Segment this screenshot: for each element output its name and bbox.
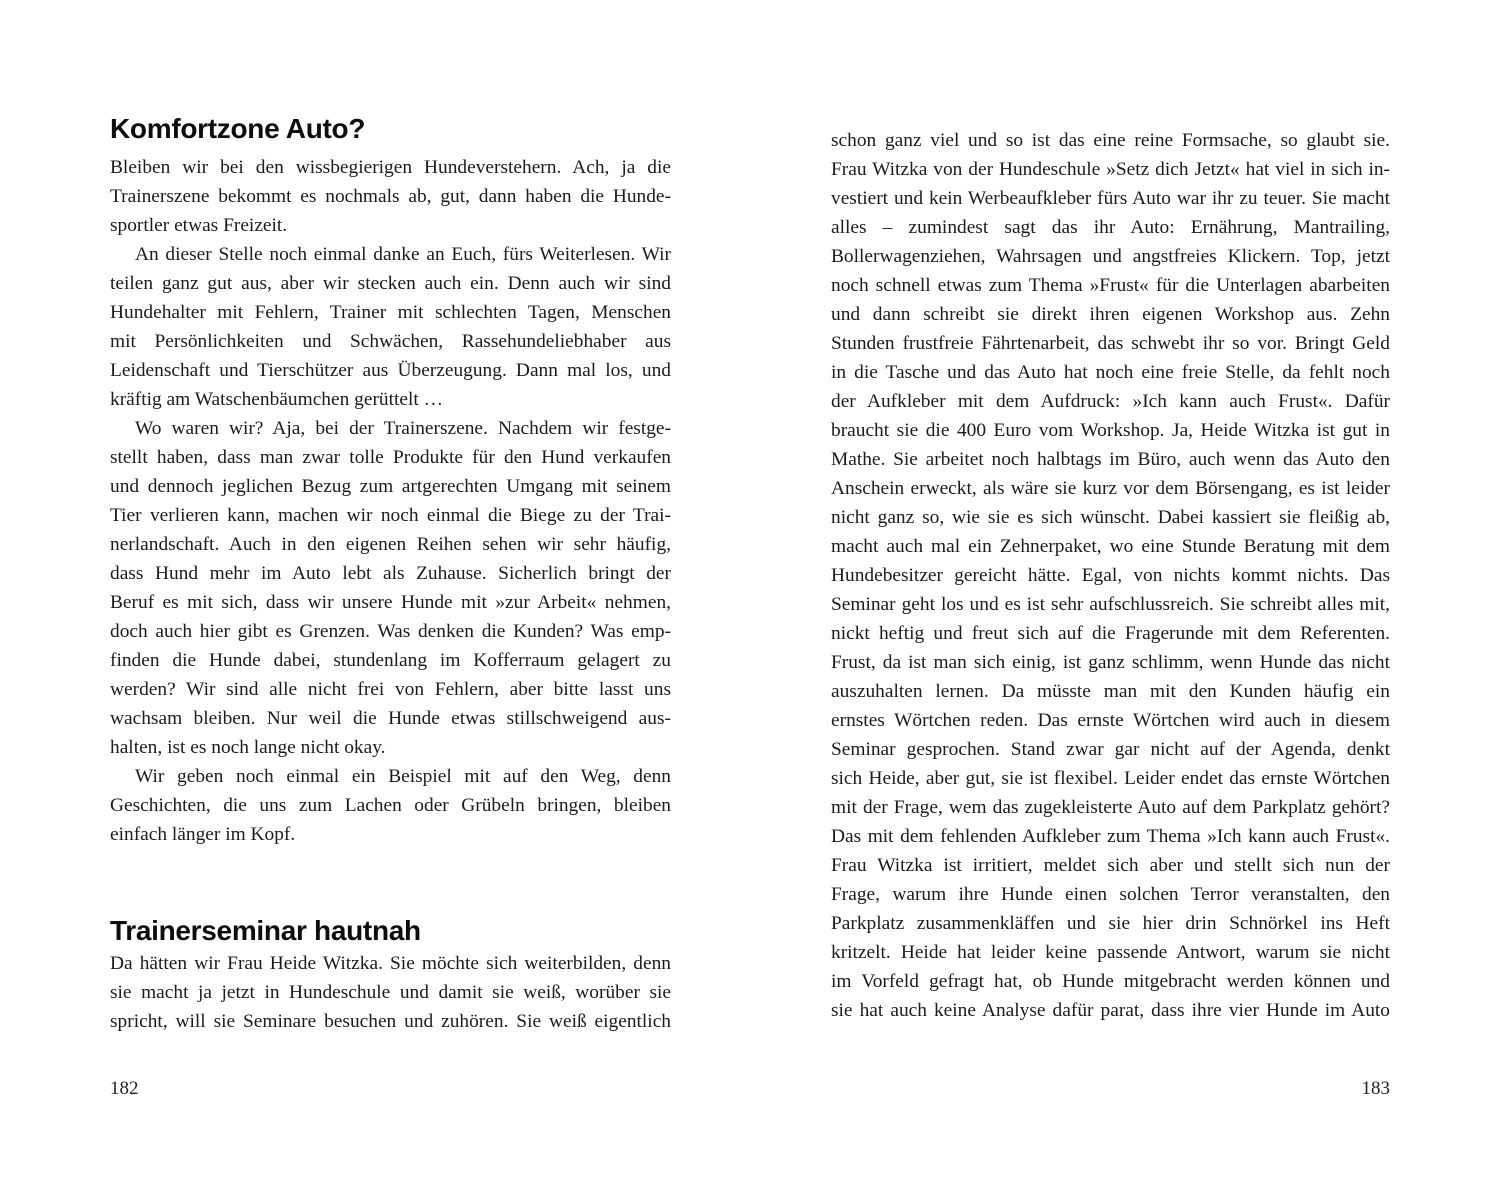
text-line: teilen ganz gut aus, aber wir stecken auch ein. Denn auch wir sind <box>110 273 671 294</box>
right-page <box>831 126 1390 1025</box>
text-line: Mathe. Sie arbeitet noch halbtags im Büro, auch wenn das Auto den <box>831 449 1390 470</box>
text-line: macht auch mal ein Zehnerpaket, wo eine Stunde Beratung mit dem <box>831 536 1390 557</box>
text-line: Parkplatz zusammenkläffen und sie hier drin Schnörkel ins Heft <box>831 913 1390 934</box>
text-line: Frau Witzka von der Hundeschule »Setz dich Jetzt« hat viel in sich in- <box>831 159 1390 180</box>
text-line: Tier verlieren kann, machen wir noch einmal die Biege zu der Trai- <box>110 505 671 526</box>
text-line: An dieser Stelle noch einmal danke an Euch, fürs Weiterlesen. Wir <box>135 244 671 265</box>
text-line: Trainerszene bekommt es nochmals ab, gut, dann haben die Hunde- <box>110 186 671 207</box>
left-page-text-block-2 <box>110 949 671 1036</box>
text-line: Frau Witzka ist irritiert, meldet sich aber und stellt sich nun der <box>831 855 1390 876</box>
text-line: Beruf es mit sich, dass wir unsere Hunde mit »zur Arbeit« nehmen, <box>110 592 671 613</box>
text-line: der Aufkleber mit dem Aufdruck: »Ich kann auch Frust«. Dafür <box>831 391 1390 412</box>
text-line: nickt heftig und freut sich auf die Fragerunde mit dem Referenten. <box>831 623 1390 644</box>
text-line: Stunden frustfreie Fährtenarbeit, das schwebt ihr so vor. Bringt Geld <box>831 333 1390 354</box>
text-line: und dennoch jeglichen Bezug zum artgerechten Umgang mit seinem <box>110 476 671 497</box>
text-line: braucht sie die 400 Euro vom Workshop. Ja, Heide Witzka ist gut in <box>831 420 1390 441</box>
right-page-text-block <box>831 126 1390 1025</box>
text-line: schon ganz viel und so ist das eine reine Formsache, so glaubt sie. <box>831 130 1390 151</box>
text-line: nicht ganz so, wie sie es sich wünscht. Dabei kassiert sie fleißig ab, <box>831 507 1390 528</box>
text-line: einfach länger im Kopf. <box>110 824 296 845</box>
text-line: Frust, da ist man sich einig, ist ganz schlimm, wenn Hunde das nicht <box>831 652 1390 673</box>
text-line: Hundebesitzer gereicht hätte. Egal, von nichts kommt nichts. Das <box>831 565 1390 586</box>
text-line: finden die Hunde dabei, stundenlang im Kofferraum gelagert zu <box>110 650 671 671</box>
text-line: spricht, will sie Seminare besuchen und zuhören. Sie weiß eigentlich <box>110 1011 671 1032</box>
text-line: sportler etwas Freizeit. <box>110 215 288 236</box>
text-line: vestiert und kein Werbeaufkleber fürs Auto war ihr zu teuer. Sie macht <box>831 188 1390 209</box>
text-line: Hundehalter mit Fehlern, Trainer mit schlechten Tagen, Menschen <box>110 302 671 323</box>
text-line: Leidenschaft und Tierschützer aus Überzeugung. Dann mal los, und <box>110 360 671 381</box>
text-line: in die Tasche und das Auto hat noch eine freie Stelle, da fehlt noch <box>831 362 1390 383</box>
text-line: doch auch hier gibt es Grenzen. Was denken die Kunden? Was emp- <box>110 621 671 642</box>
text-line: dass Hund mehr im Auto lebt als Zuhause. Sicherlich bringt der <box>110 563 671 584</box>
text-line: kräftig am Watschenbäumchen gerüttelt … <box>110 389 443 410</box>
text-line: nerlandschaft. Auch in den eigenen Reihen sehen wir sehr häufig, <box>110 534 671 555</box>
text-line: noch schnell etwas zum Thema »Frust« für die Unterlagen abarbeiten <box>831 275 1390 296</box>
text-line: Frage, warum ihre Hunde einen solchen Terror veranstalten, den <box>831 884 1390 905</box>
text-line: sich Heide, aber gut, sie ist flexibel. Leider endet das ernste Wörtchen <box>831 768 1390 789</box>
left-page <box>110 112 671 1036</box>
text-line: Wo waren wir? Aja, bei der Trainerszene. Nachdem wir festge- <box>135 418 671 439</box>
text-line: mit Persönlichkeiten und Schwächen, Rassehundeliebhaber aus <box>110 331 671 352</box>
text-line: im Vorfeld gefragt hat, ob Hunde mitgebracht werden können und <box>831 971 1390 992</box>
text-line: Seminar geht los und es ist sehr aufschlussreich. Sie schreibt alles mit, <box>831 594 1390 615</box>
text-line: sie hat auch keine Analyse dafür parat, dass ihre vier Hunde im Auto <box>831 1000 1390 1021</box>
text-line: Bleiben wir bei den wissbegierigen Hundeverstehern. Ach, ja die <box>110 157 671 178</box>
text-line: auszuhalten lernen. Da müsste man mit den Kunden häufig ein <box>831 681 1390 702</box>
left-page-number: 182 <box>110 1078 139 1099</box>
text-line: halten, ist es noch lange nicht okay. <box>110 737 386 758</box>
text-line: Seminar gesprochen. Stand zwar gar nicht auf der Agenda, denkt <box>831 739 1390 760</box>
text-line: stellt haben, dass man zwar tolle Produkte für den Hund verkaufen <box>110 447 671 468</box>
text-line: wachsam bleiben. Nur weil die Hunde etwas stillschweigend aus- <box>110 708 671 729</box>
text-line: Geschichten, die uns zum Lachen oder Grübeln bringen, bleiben <box>110 795 671 816</box>
text-line: sie macht ja jetzt in Hundeschule und damit sie weiß, worüber sie <box>110 982 671 1003</box>
text-line: und dann schreibt sie direkt ihren eigenen Workshop aus. Zehn <box>831 304 1390 325</box>
text-line: Das mit dem fehlenden Aufkleber zum Thema »Ich kann auch Frust«. <box>831 826 1390 847</box>
left-page-text-block-1 <box>110 153 671 849</box>
section-heading: Komfortzone Auto? <box>110 113 366 144</box>
text-line: Da hätten wir Frau Heide Witzka. Sie möchte sich weiterbilden, denn <box>110 953 671 974</box>
text-line: werden? Wir sind alle nicht frei von Fehlern, aber bitte lasst uns <box>110 679 671 700</box>
subsection-heading: Trainerseminar hautnah <box>110 915 421 946</box>
text-line: ernstes Wörtchen reden. Das ernste Wörtchen wird auch in diesem <box>831 710 1390 731</box>
text-line: kritzelt. Heide hat leider keine passende Antwort, warum sie nicht <box>831 942 1390 963</box>
text-line: mit der Frage, wem das zugekleisterte Auto auf dem Parkplatz gehört? <box>831 797 1390 818</box>
right-page-number: 183 <box>1361 1078 1390 1099</box>
text-line: alles – zumindest sagt das ihr Auto: Ernährung, Mantrailing, <box>831 217 1390 238</box>
text-line: Bollerwagenziehen, Wahrsagen und angstfreies Klickern. Top, jetzt <box>831 246 1390 267</box>
text-line: Wir geben noch einmal ein Beispiel mit auf den Weg, denn <box>135 766 671 787</box>
text-line: Anschein erweckt, als wäre sie kurz vor dem Börsengang, es ist leider <box>831 478 1390 499</box>
